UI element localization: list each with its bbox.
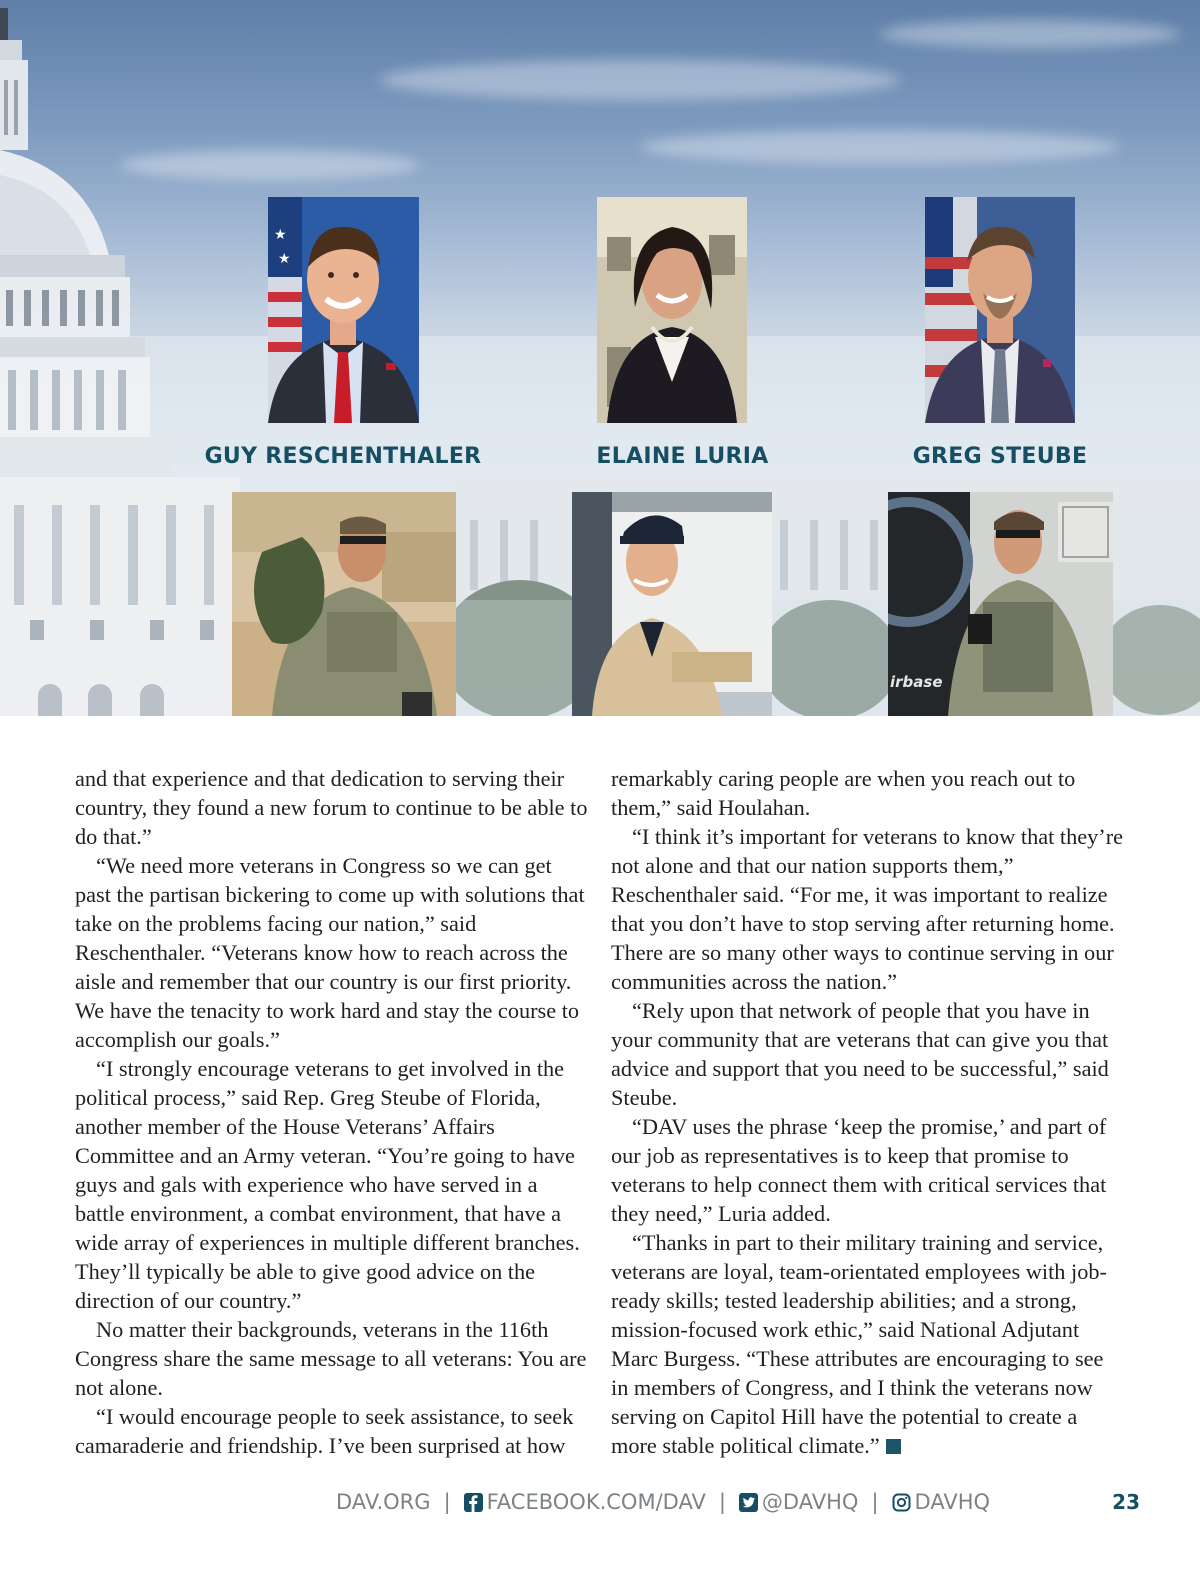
portrait-greg-steube [925, 197, 1075, 423]
separator: | [871, 1490, 879, 1514]
paragraph: “Rely upon that network of people that you have in your community that are veterans that can give you that advice and support that you need to be successful,” said Steube. [611, 998, 1109, 1110]
paragraph: “We need more veterans in Congress so we can get past the partisan bickering to come up with solutions that take on the problems facing our nation,” said Reschenthaler. “Veterans know how to reach across the aisle and remember that our country is our first priority. We have the tenacity to work hard and stay the course to accomplish our goals.” [75, 853, 585, 1052]
page-footer [0, 1490, 1200, 1522]
facebook-icon [464, 1493, 483, 1512]
portrait-elaine-luria [597, 197, 747, 423]
paragraph: “I strongly encourage veterans to get involved in the political process,” said Rep. Greg Steube of Florida, another member of the House Veterans’ Affairs Committee and an Army veteran. “You’re going to have guys and gals with experience who have served in a battle environment, a combat environment, that have a wide array of experiences in multiple different branches. They’ll typically be able to give good advice on the direction of our country.” [75, 1056, 580, 1313]
service-photo-steube [888, 492, 1113, 716]
page-number: 23 [1112, 1490, 1140, 1514]
paragraph: “I think it’s important for veterans to know that they’re not alone and that our nation supports them,” Reschenthaler said. “For me, it was important to realize that you don’t have to stop serving after returning home. There are so many other ways to continue serving in our communities across the nation.” [611, 824, 1124, 994]
separator: | [443, 1490, 451, 1514]
footer-links [336, 1490, 990, 1514]
article-column-right [611, 764, 1125, 1460]
paragraph: No matter their backgrounds, veterans in the 116th Congress share the same message to all veterans: You are not alone. [75, 1317, 587, 1400]
member-name-luria: ELAINE LURIA [596, 444, 769, 469]
facebook-link[interactable]: FACEBOOK.COM/DAV [486, 1490, 706, 1514]
paragraph: remarkably caring people are when you reach out to them,” said Houlahan. [611, 766, 1076, 820]
hero-banner [0, 0, 1200, 716]
paragraph-text: “Thanks in part to their military training and service, veterans are loyal, team-orientated employees with job-ready skills; tested leadership abilities; and a strong, mission-focused work ethic,” said National Adjutant Marc Burgess. “These attributes are encouraging to see in members of Congress, and I think the veterans now serving on Capitol Hill have the potential to create a more stable political climate.” [611, 1230, 1107, 1458]
svg-text:★: ★ [274, 227, 287, 243]
portrait-guy-reschenthaler [268, 197, 419, 423]
service-photo-reschenthaler [232, 492, 456, 716]
instagram-handle[interactable]: DAVHQ [914, 1490, 991, 1514]
separator: | [718, 1490, 726, 1514]
airbase-sign-text: irbase [890, 673, 943, 691]
member-name-steube: GREG STEUBE [912, 444, 1088, 469]
article-column-left [75, 764, 590, 1460]
paragraph: “I would encourage people to seek assistance, to seek camaraderie and friendship. I’ve been surprised at how [75, 1404, 574, 1458]
paragraph-final [611, 1228, 1125, 1460]
member-name-reschenthaler: GUY RESCHENTHALER [204, 444, 482, 469]
twitter-handle[interactable]: @DAVHQ [761, 1490, 859, 1514]
website-link[interactable]: DAV.ORG [336, 1490, 431, 1514]
twitter-icon [739, 1493, 758, 1512]
end-mark-icon [886, 1439, 901, 1454]
instagram-icon [892, 1493, 911, 1512]
service-photo-luria [572, 492, 772, 716]
paragraph: and that experience and that dedication to serving their country, they found a new forum to continue to be able to do that.” [75, 766, 588, 849]
svg-text:★: ★ [278, 251, 291, 267]
paragraph: “DAV uses the phrase ‘keep the promise,’ and part of our job as representatives is to keep that promise to veterans to help connect them with critical services that they need,” Luria added. [611, 1114, 1107, 1226]
